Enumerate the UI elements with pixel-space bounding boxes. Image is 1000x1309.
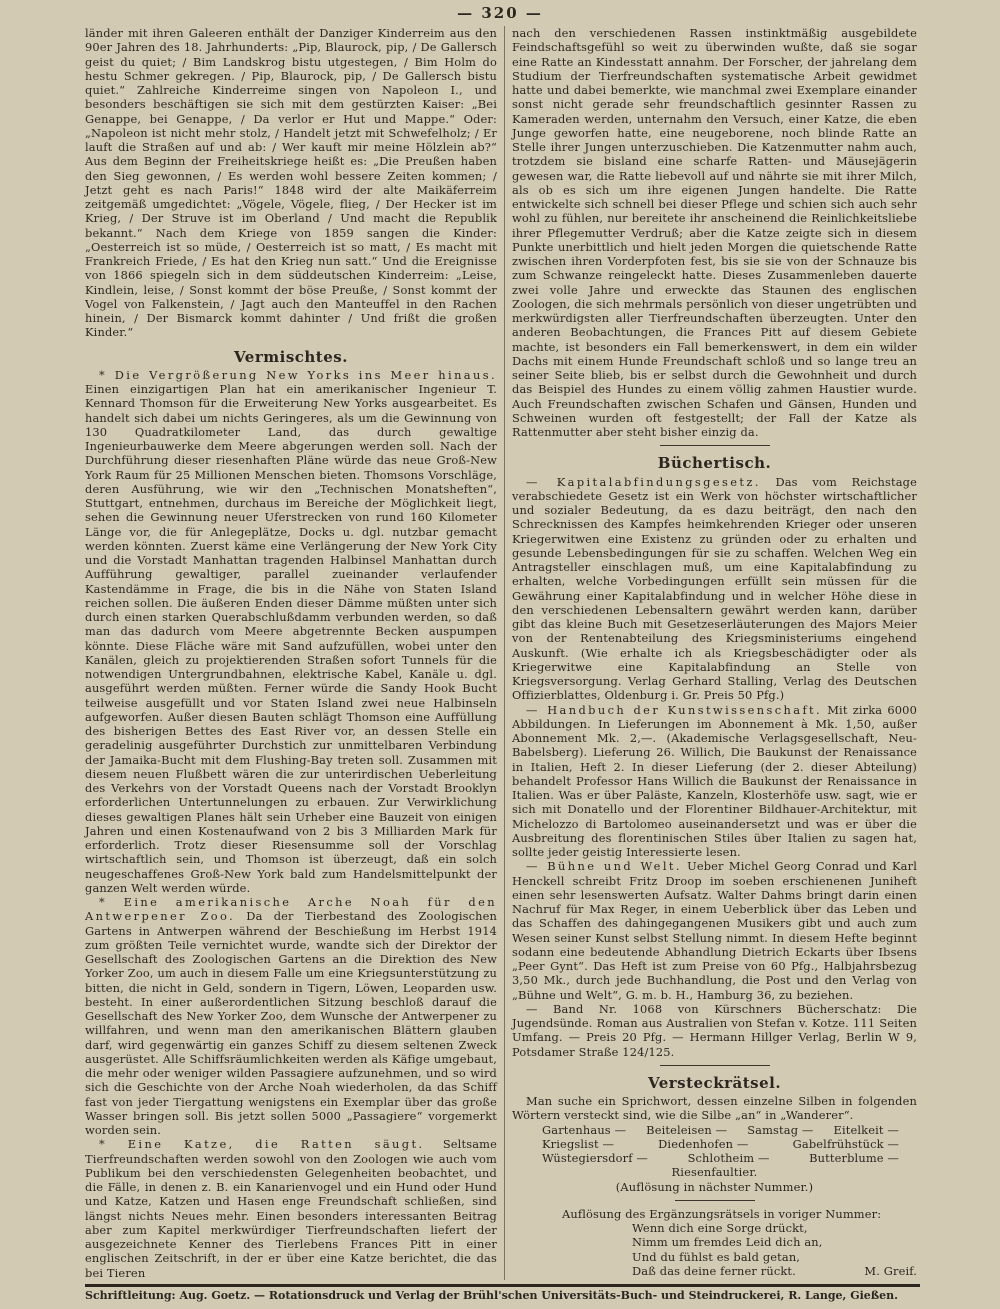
poem-line: Nimm um fremdes Leid dich an,	[632, 1235, 823, 1250]
column-divider	[504, 26, 505, 1280]
riddle-note: (Auflösung in nächster Nummer.)	[615, 1179, 814, 1194]
poem-line: Und du fühlst es bald getan,	[632, 1249, 801, 1264]
review-body: Mit zirka 6000 Abbildungen. In Lieferungen im Abonnement à Mk. 1,50, außer Abonnement Mk. 2,—. (Akademische Verlagsgesellschaft, Neu-Babelsberg). Lieferung 26. Willich, Die Baukunst der Renaissance in Italien, Heft 2. In dieser Lieferung (der 2. dieser Abteilung) behandelt Professor Hans Willich die Baukunst der Renaissance in Italien. Was er über Paläste, Kanzeln, Klosterhöfe usw. sagt, wie er sich mit Donatello und der Florentiner Bildhauer-Architektur, mit Michelozzo di Bartolomeo auseinandersetzt und was er über die Ausbreitung des florentinischen Stiles über Italien zu sagen hat, sollte jeder geistig Interessierte lesen.	[512, 702, 917, 859]
riddle-word: Beiteleisen —	[646, 1122, 728, 1137]
kinderreime-paragraph: länder mit ihren Galeeren enthält der Danziger Kinderreim aus den 90er Jahren des 18. Jahrhunderts: „Pip, Blaurock, pip, / De Gallersch geist du quiet; / Bim Landskrog bistu utgestegen, / Bim Holm do hestu Schmer gekregen. / Pip, Blaurock, pip, / De Gallersch bistu quiet.“ Zahlreiche Kinderreime singen von Napoleon I., und besonders beschäftigen sie sich mit dem gestürzten Kaiser: „Bei Genappe, bei Genappe, / Da verlor er Hut und Mappe.“ Oder: „Napoleon ist nicht mehr stolz, / Handelt jetzt mit Schwefelholz; / Er lauft die Straßen auf und ab: / Wer kauft mir meine Hölzlein ab?“ Aus dem Beginn der Freiheitskriege heißt es: „Die Preußen haben den Sieg gewonnen, / Es werden wohl bessere Zeiten kommen; / Jetzt geht es nach Paris!“ 1848 wird der alte Maikäferreim zeitgemäß umgedichtet: „Vögele, Vögele, flieg, / Der Hecker ist im Krieg, / Der Struve ist im Oberland / Und macht die Republik bekannt.“ Nach dem Kriege von 1859 sangen die Kinder: „Oesterreich ist so müde, / Oesterreich ist so matt, / Es macht mit Frankreich Friede, / Es hat den Krieg nun satt.“ Und die Ereignisse von 1866 spiegeln sich in dem süddeutschen Kinderreim: „Leise, Kindlein, leise, / Sonst kommt der böse Preuße, / Sonst kommt der Vogel von Falkenstein, / Jagt auch den Manteuffel in den Rachen hinein, / Der Bismarck kommt dahinter / Und frißt die großen Kinder.“	[85, 26, 497, 340]
article-body: Seltsame Tierfreundschaften werden sowohl von den Zoologen wie auch vom Publikum bei den verschiedensten Gelegenheiten beobachtet, und die Fälle, in denen z. B. ein Kanarienvogel und ein Hund oder Hund und Katze, Katzen und Hasen enge Freundschaft schließen, sind längst nichts Neues mehr. Einen besonders interessanten Beitrag aber zum Kapitel merkwürdiger Tierfreundschaften liefert der ausgezeichnete Kenner des Tierlebens Frances Pitt in einer englischen Zeitschrift, in der er über eine Katze berichtet, die das bei Tieren	[85, 1137, 497, 1280]
review-title: — Handbuch der Kunstwissenschaft.	[526, 702, 823, 717]
page-number: — 320 —	[457, 4, 543, 22]
review-title: — Bühne und Welt.	[526, 859, 682, 874]
article-katze	[85, 1137, 497, 1280]
section-heading-vermischtes: Vermischtes.	[234, 347, 348, 366]
section-heading-buechertisch: Büchertisch.	[657, 454, 772, 473]
article-title: * Die Vergrößerung New Yorks ins Meer hinaus.	[99, 367, 497, 382]
poem-line: Wenn dich eine Sorge drückt,	[632, 1221, 808, 1235]
separator	[660, 445, 770, 446]
poem-line: Daß das deine ferner rückt.	[632, 1263, 796, 1278]
riddle-word: Butterblume —	[809, 1151, 899, 1165]
review-kunstwissenschaft	[512, 703, 917, 860]
review-body: Ueber Michel Georg Conrad und Karl Henckell schreibt Fritz Droop im soeben erschienenen Juniheft einen sehr lesenswerten Aufsatz. Walter Dahms bringt darin einen Nachruf für Max Reger, in einem Ueberblick über das Leben und das Schaffen des dahingegangenen Musikers gibt und auch zum Wesen seiner Kunst selbst Stellung nimmt. In diesem Hefte beginnt sodann eine bedeutende Abhandlung Dietrich Eckarts über Ibsens „Peer Gynt“. Das Heft ist zum Preise von 60 Pfg., Halbjahrsbezug 3,50 Mk., durch jede Buchhandlung, die Post und den Verlag von „Bühne und Welt“, G. m. b. H., Hamburg 36, zu beziehen.	[512, 859, 917, 1002]
riddle-word: Gartenhaus —	[542, 1122, 627, 1137]
riddle-word: Samstag —	[747, 1122, 814, 1137]
article-body: Da der Tierbestand des Zoologischen Gartens in Antwerpen während der Beschießung im Herbst 1914 zum größten Teile vernichtet wurde, wandte sich der Direktor der Gesellschaft des Zoologischen Gartens an die Direktion des New Yorker Zoo, um auch in diesem Falle um eine Kriegsunterstützung zu bitten, die nicht in Geld, sondern in Tigern, Löwen, Leoparden usw. besteht. In einer außerordentlichen Sitzung beschloß darauf die Gesellschaft des New Yorker Zoo, dem Wunsche der Antwerpener zu willfahren, und wenn man den amerikanischen Blättern glauben darf, wird gegenwärtig ein ganzes Schiff zu diesem seltenen Zweck ausgerüstet. Alle Schiffsräumlichkeiten werden als Käfige umgebaut, die mehr oder weniger wilden Passagiere aufzunehmen, und so wird sich die Geschichte von der Arche Noah wiederholen, da das Schiff fast von jeder Tiergattung wenigstens ein Exemplar über das große Wasser bringen soll. Bis jetzt sollen 5000 „Passagiere“ vorgemerkt worden sein.	[85, 909, 497, 1137]
left-column	[85, 26, 497, 1280]
riddle-last-word: Riesenfaultier.	[671, 1165, 758, 1180]
solution-title: Auflösung des Ergänzungsrätsels in voriger Nummer:	[562, 1206, 882, 1221]
article-title: * Eine amerikanische Arche Noah für den Antwerpener Zoo.	[85, 895, 497, 924]
riddle-row	[512, 1137, 917, 1151]
review-kapitalabfindung	[512, 475, 917, 703]
article-body: Einen einzigartigen Plan hat ein amerikanischer Ingenieur T. Kennard Thomson für die Erweiterung New Yorks ausgearbeitet. Es handelt sich dabei um nichts Geringeres, als um die Gewinnung von 130 Quadratkilometer Land, das durch gewaltige Ingenieurbauwerke dem Meere abgerungen werden soll. Nach der Durchführung dieser riesenhaften Pläne würde das neue Groß-New York Raum für 25 Millionen Menschen bieten. Thomsons Vorschläge, deren Ausführung, wie wir den „Technischen Monatsheften“, Stuttgart, entnehmen, durchaus im Bereiche der Möglichkeit liegt, sehen die Gewinnung neuer Uferstrecken von rund 160 Kilometer Länge vor, die für Anlegeplätze, Docks u. dgl. nutzbar gemacht werden könnten. Zuerst käme eine Verlängerung der New York City und die Vorstadt Manhattan tragenden Halbinsel Manhattan durch Aufführung gewaltiger, parallel zueinander verlaufender Kastendämme in Frage, die bis in die Nähe von Staten Island reichen sollen. Die äußeren Enden dieser Dämme müßten unter sich durch einen starken Querabschlußdamm verbunden werden, so daß man das dadurch vom Meere abgetrennte Becken auspumpen könnte. Diese Fläche wäre mit Sand aufzufüllen, wobei unter den Kanälen, gleich zu projektierenden Straßen sofort Tunnels für die notwendigen Untergrundbahnen, elektrische Kabel, Kanäle u. dgl. ausgeführt werden müßten. Ferner würde die Sandy Hook Bucht teilweise ausgefüllt und vor Staten Island zwei neue Halbinseln aufgeworfen. Außer diesen Bauten schlägt Thomson eine Auffüllung des bisherigen Bettes des East River vor, an dessen Stelle ein geradelinig ausgeführter Durchstich zur unmittelbaren Verbindung der Jamaika-Bucht mit dem Flushing-Bay treten soll. Zusammen mit diesem neuen Flußbett wären die zur unterirdischen Ueberleitung des Verkehrs von der Vorstadt Queens nach der Vorstadt Brooklyn erforderlichen Untertunnelungen zu erbauen. Zur Verwirklichung dieses gewaltigen Planes hält sein Urheber eine Bauzeit von einigen Jahren und einen Kostenaufwand von 2 bis 3 Milliarden Mark für erforderlich. Trotz dieser Riesensumme soll der Vorschlag wirtschaftlich sein, und Thomson ist überzeugt, daß ein solch neugeschaffenes Groß-New York bald zum Handelsmittelpunkt der ganzen Welt werden würde.	[85, 382, 497, 895]
separator	[660, 1065, 770, 1066]
article-arche-noah	[85, 895, 497, 1137]
riddle-word: Eitelkeit —	[833, 1122, 899, 1137]
riddle-word: Gabelfrühstück —	[792, 1136, 899, 1151]
imprint-footer: Schriftleitung: Aug. Goetz. — Rotationsdruck und Verlag der Brühl'schen Universitäts-Buch- und Steindruckerei, R. Lange, Gießen.	[85, 1288, 898, 1302]
riddle-word: Diedenhofen —	[658, 1136, 749, 1151]
article-new-york	[85, 368, 497, 895]
columns	[85, 24, 917, 1280]
riddle-row	[512, 1123, 917, 1137]
review-body: Das vom Reichstage verabschiedete Gesetz ist ein Werk von höchster wirtschaftlicher und sozialer Bedeutung, da es dazu beiträgt, den nach den Schrecknissen des Kampfes heimkehrenden Krieger oder unseren Kriegerwitwen eine Existenz zu gründen oder zu erhalten und gesunde Lebensbedingungen für sie zu schaffen. Welchen Weg ein Antragsteller einschlagen muß, um eine Kapitalabfindung zu erhalten, welche Vorbedingungen erfüllt sein müssen für die Gewährung einer Kapitalabfindung und in welcher Höhe diese in den verschiedenen Lebensaltern gewährt werden kann, darüber gibt das kleine Buch mit Gesetzeserläuterungen des Majors Meier von der Rentenabteilung des Kriegsministeriums eingehend Auskunft. (Wie erhalte ich als Kriegsbeschädigter oder als Kriegerwitwe eine Kapitalabfindung an Stelle von Kriegsversorgung. Verlag Gerhard Stalling, Verlag des Deutschen Offizierblattes, Oldenburg i. Gr. Preis 50 Pfg.)	[512, 474, 917, 703]
right-column	[512, 26, 917, 1280]
riddle-word: Kriegslist —	[542, 1136, 614, 1151]
poem-author: M. Greif.	[864, 1263, 917, 1278]
footer-rule	[85, 1284, 920, 1287]
poem-last-row	[512, 1264, 917, 1278]
review-kuerschner: — Band Nr. 1068 von Kürschners Bücherschatz: Die Jugendsünde. Roman aus Australien von Stefan v. Kotze. 111 Seiten Umfang. — Preis 20 Pfg. — Hermann Hillger Verlag, Berlin W 9, Potsdamer Straße 124/125.	[512, 1001, 917, 1059]
katze-continuation: nach den verschiedenen Rassen instinktmäßig ausgebildete Feindschaftsgefühl so weit zu überwinden wußte, daß sie sogar eine Ratte an Kindesstatt annahm. Der Forscher, der jahrelang dem Studium der Tierfreundschaften systematische Arbeit gewidmet hatte und dabei bemerkte, wie manchmal zwei Exemplare einander sonst nicht gerade sehr freundschaftlich gesinnter Rassen zu Kameraden werden, unternahm den Versuch, einer Katze, die eben Junge geworfen hatte, eine neugeborene, noch blinde Ratte an Stelle ihrer Jungen unterzuschieben. Die Katzenmutter nahm auch, trotzdem sie bisland eine scharfe Ratten- und Mäusejägerin gewesen war, die Ratte liebevoll auf und nährte sie mit ihrer Milch, als ob es sich um ihre eigenen Jungen handelte. Die Ratte entwickelte sich schnell bei dieser Pflege und schien sich auch sehr wohl zu fühlen, nur bereitete ihr anscheinend die Reinlichkeitsliebe ihrer Pflegemutter Verdruß; aber die Katze zeigte sich in diesem Punkte unerbittlich und hielt jeden Morgen die quietschende Ratte zwischen ihren Vorderpfoten fest, bis sie sie von der Schnauze bis zum Schwanze reingeleckt hatte. Dieses Zusammenleben dauerte zwei volle Jahre und erweckte das Staunen des englischen Zoologen, die sich mehrmals persönlich von dieser ungetrübten und merkwürdigsten aller Tierfreundschaften überzeugten. Unter den anderen Beobachtungen, die Frances Pitt auf diesem Gebiete machte, ist besonders ein Fall bemerkenswert, in dem ein wilder Dachs mit einem Hunde Freundschaft schloß und so lange treu an seiner Seite blieb, bis er selbst durch die Gewohnheit und durch das Beispiel des Hundes zu einem völlig zahmen Haustier wurde. Auch Freundschaften zwischen Schafen und Gänsen, Hunden und Schweinen wurden oft festgestellt; der Fall der Katze als Rattenmutter aber steht bisher einzig da.	[512, 26, 917, 439]
riddle-row	[512, 1151, 917, 1165]
section-heading-versteckraetsel: Versteckrätsel.	[647, 1073, 782, 1092]
review-title: — Kapitalabfindungsgesetz.	[526, 474, 761, 489]
riddle-intro: Man suche ein Sprichwort, dessen einzelne Silben in folgenden Wörtern versteckt sind, wie die Silbe „an“ in „Wanderer“.	[512, 1094, 917, 1123]
riddle-word: Schlotheim —	[687, 1151, 770, 1165]
article-title: * Eine Katze, die Ratten säugt.	[99, 1137, 425, 1152]
review-buehne-und-welt	[512, 859, 917, 1002]
riddle-word: Wüstegiersdorf —	[542, 1151, 648, 1165]
separator	[675, 1200, 755, 1201]
